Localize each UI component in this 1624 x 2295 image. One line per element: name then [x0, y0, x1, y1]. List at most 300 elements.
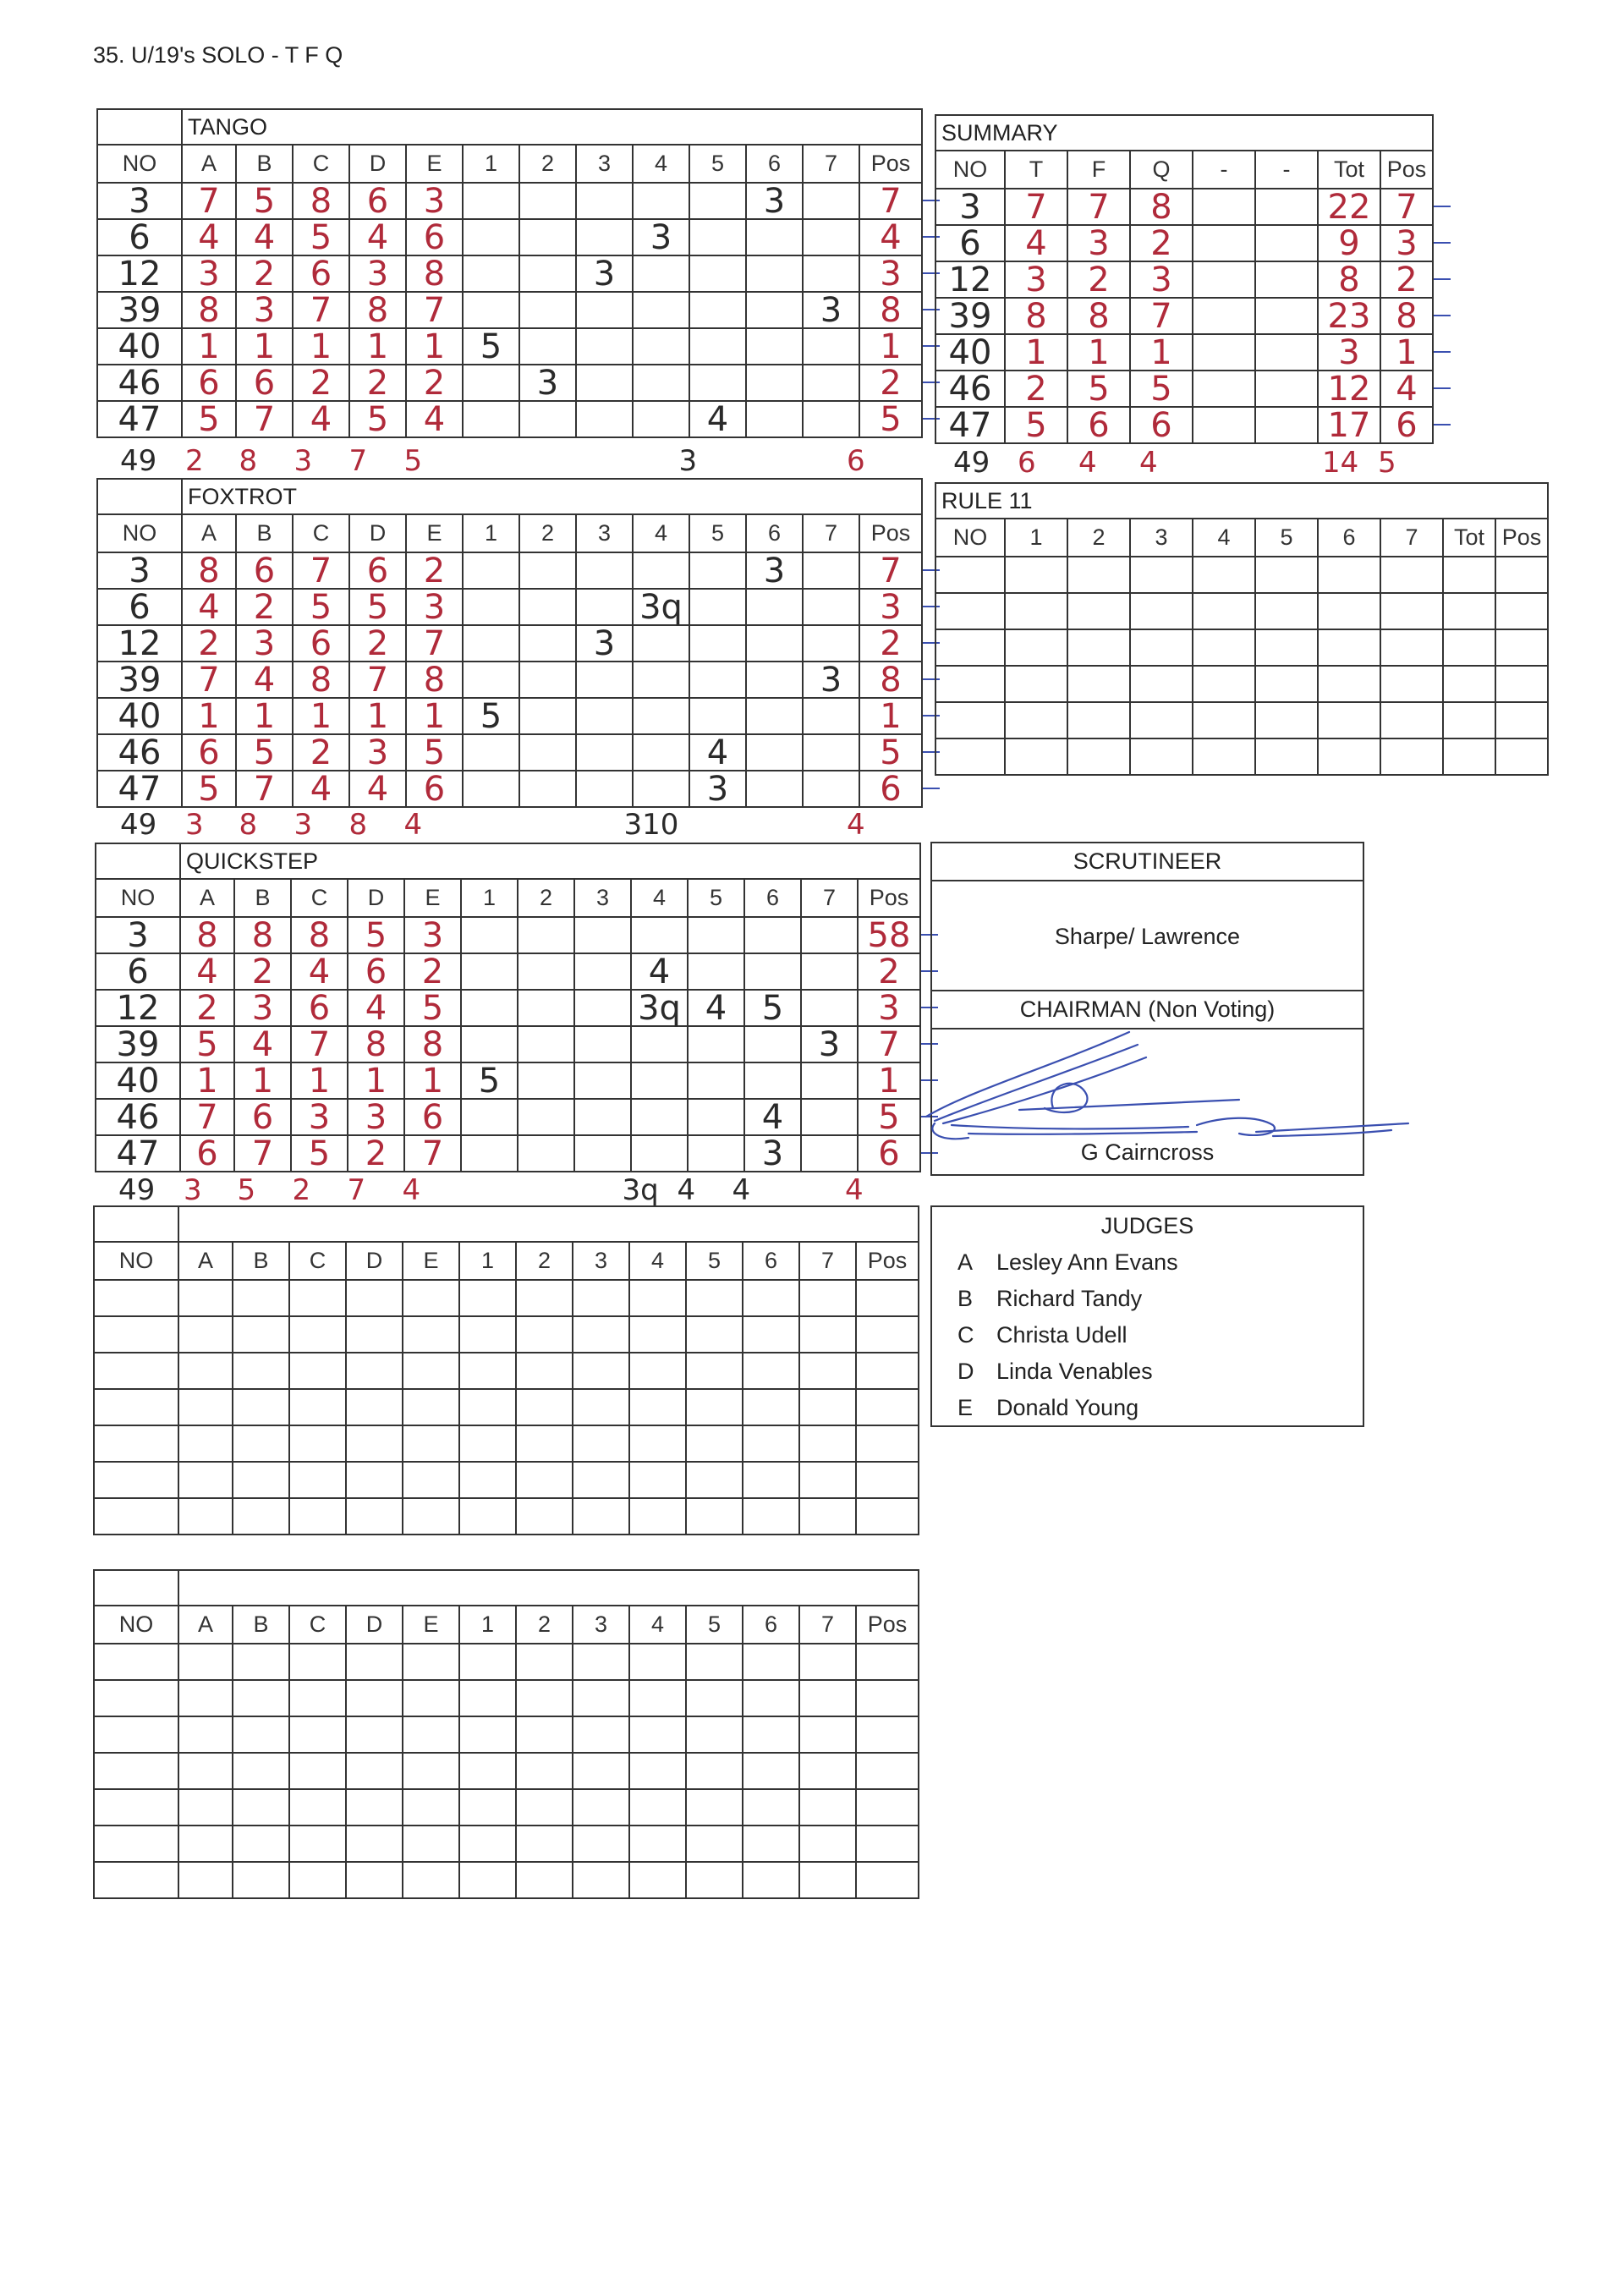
- table-row: [97, 662, 922, 698]
- foxtrot-cell-r4-c9: [633, 698, 689, 734]
- tango-cell-r5-c1-value: 6: [198, 363, 220, 403]
- foxtrot-cell-r0-c13-value: 7: [880, 551, 902, 590]
- rule11-header-4: 4: [1193, 519, 1255, 557]
- quickstep-cell-r2-c10-value: 4: [705, 988, 727, 1028]
- quickstep-header-3: 3: [574, 879, 631, 917]
- rule11-cell-r5-c1: [1005, 738, 1067, 775]
- quickstep-cell-r6-c1-value: 6: [196, 1134, 218, 1173]
- table-row: [97, 328, 922, 365]
- summary-cell-r6-c3: [1130, 407, 1193, 443]
- quickstep-cell-r0-c8: [574, 917, 631, 953]
- rule11-cell-r5-c6: [1318, 738, 1380, 775]
- blank2-cell-r3-c0: [94, 1753, 178, 1789]
- blank1-cell-r0-c4: [346, 1280, 403, 1316]
- blank1-cell-r1-c13: [856, 1316, 919, 1353]
- blank2-header-d: D: [346, 1606, 403, 1644]
- blank2-cell-r4-c8: [573, 1789, 629, 1826]
- tango-cell-r0-c12: [803, 183, 859, 219]
- rule11-cell-r5-c2: [1067, 738, 1130, 775]
- tango-cell-r1-c9: [633, 219, 689, 255]
- quickstep-cell-r3-c13-value: 7: [878, 1024, 900, 1064]
- rule11-header-6: 6: [1318, 519, 1380, 557]
- quickstep-cell-r5-c1: [180, 1099, 234, 1135]
- foxtrot-cell-r6-c4: [349, 771, 406, 807]
- quickstep-cell-r4-c7: [518, 1062, 574, 1099]
- foxtrot-cell-r6-c13: [859, 771, 922, 807]
- foxtrot-cell-r5-c2-value: 5: [253, 733, 276, 772]
- foxtrot-cell-r6-c3-value: 4: [310, 769, 332, 809]
- summary-cell-r1-c5: [1255, 225, 1318, 261]
- tango-cell-r1-c5: [406, 219, 463, 255]
- foxtrot-cell-r1-c0: [97, 589, 182, 625]
- blank1-cell-r6-c3: [289, 1498, 346, 1535]
- foxtrot-cell-r4-c0: [97, 698, 182, 734]
- foxtrot-cell-r0-c11-value: 3: [763, 551, 786, 590]
- rule11-cell-r5-c3: [1130, 738, 1193, 775]
- summary-cell-r4-c6-value: 3: [1338, 332, 1360, 372]
- tango-header-7: 7: [803, 145, 859, 183]
- quickstep-cell-r0-c2-value: 8: [251, 915, 274, 955]
- blank2-cell-r2-c7: [516, 1716, 573, 1753]
- foxtrot-cell-r6-c9: [633, 771, 689, 807]
- foxtrot-cell-r1-c2-value: 2: [253, 587, 276, 627]
- foxtrot-cell-r1-c12: [803, 589, 859, 625]
- rule11-header-7: 7: [1380, 519, 1443, 557]
- foxtrot-cell-r2-c5-value: 7: [423, 623, 446, 663]
- table-row: [94, 1862, 919, 1898]
- foxtrot-cell-r4-c3: [293, 698, 349, 734]
- foxtrot-cell-r6-c1: [182, 771, 236, 807]
- tango-header-d: D: [349, 145, 406, 183]
- tango-cell-r1-c3-value: 5: [310, 217, 332, 257]
- blank2-title-spacer: [94, 1570, 178, 1606]
- tango-cell-r5-c3-value: 2: [310, 363, 332, 403]
- blank2-cell-r0-c11: [743, 1644, 799, 1680]
- blank2-cell-r2-c4: [346, 1716, 403, 1753]
- tango-cell-r4-c3: [293, 328, 349, 365]
- summary-cell-r0-c4: [1193, 189, 1255, 225]
- blank2-cell-r1-c9: [629, 1680, 686, 1716]
- rule11-cell-r4-c2: [1067, 702, 1130, 738]
- summary-header-7: Pos: [1380, 151, 1433, 189]
- check-mark-icon: [1434, 387, 1451, 389]
- rule11-cell-r4-c6: [1318, 702, 1380, 738]
- summary-cell-r4-c3-value: 1: [1150, 332, 1172, 372]
- quickstep-cell-r6-c8: [574, 1135, 631, 1172]
- blank1-cell-r3-c2: [233, 1389, 289, 1425]
- tango-cell-r4-c6: [463, 328, 519, 365]
- blank1-cell-r0-c6: [459, 1280, 516, 1316]
- tango-cell-r2-c1-value: 3: [198, 254, 220, 294]
- foxtrot-cell-r3-c4: [349, 662, 406, 698]
- quickstep-extra-2: 5: [237, 1173, 256, 1207]
- foxtrot-cell-r2-c8-value: 3: [593, 623, 616, 663]
- quickstep-cell-r0-c9: [631, 917, 688, 953]
- quickstep-cell-r0-c4-value: 5: [365, 915, 387, 955]
- tango-cell-r3-c9: [633, 292, 689, 328]
- tango-cell-r2-c11: [746, 255, 803, 292]
- blank1-cell-r6-c2: [233, 1498, 289, 1535]
- quickstep-cell-r6-c2-value: 7: [251, 1134, 274, 1173]
- rule11-cell-r3-c4: [1193, 666, 1255, 702]
- quickstep-cell-r0-c0-value: 3: [127, 915, 149, 955]
- quickstep-cell-r4-c11: [744, 1062, 801, 1099]
- quickstep-cell-r5-c5: [404, 1099, 461, 1135]
- tango-cell-r4-c5-value: 1: [423, 327, 446, 366]
- quickstep-cell-r1-c2: [234, 953, 291, 990]
- quickstep-cell-r4-c12: [801, 1062, 858, 1099]
- tango-header-e: E: [406, 145, 463, 183]
- rule11-cell-r5-c9: [1495, 738, 1548, 775]
- tango-cell-r0-c4-value: 6: [366, 181, 389, 221]
- tango-cell-r6-c1-value: 5: [198, 399, 220, 439]
- quickstep-cell-r1-c1: [180, 953, 234, 990]
- rule11-cell-r0-c5: [1255, 557, 1318, 593]
- tango-cell-r0-c1: [182, 183, 236, 219]
- blank2-cell-r5-c6: [459, 1826, 516, 1862]
- quickstep-header-1: 1: [461, 879, 518, 917]
- tango-cell-r0-c1-value: 7: [198, 181, 220, 221]
- tango-cell-r3-c12: [803, 292, 859, 328]
- blank1-cell-r3-c8: [573, 1389, 629, 1425]
- quickstep-cell-r3-c1-value: 5: [196, 1024, 218, 1064]
- summary-cell-r1-c7: [1380, 225, 1433, 261]
- judges-list: [932, 1244, 1363, 1426]
- quickstep-cell-r2-c0: [96, 990, 180, 1026]
- blank2-cell-r3-c9: [629, 1753, 686, 1789]
- blank2-cell-r1-c7: [516, 1680, 573, 1716]
- tango-cell-r3-c7: [519, 292, 576, 328]
- quickstep-extra-1: 3: [184, 1173, 202, 1207]
- summary-cell-r3-c2-value: 8: [1088, 296, 1110, 336]
- quickstep-cell-r5-c4-value: 3: [365, 1097, 387, 1137]
- foxtrot-header-c: C: [293, 514, 349, 552]
- foxtrot-cell-r3-c1-value: 7: [198, 660, 220, 700]
- quickstep-header-a: A: [180, 879, 234, 917]
- blank1-cell-r0-c13: [856, 1280, 919, 1316]
- blank2-cell-r5-c3: [289, 1826, 346, 1862]
- summary-extra-row: [935, 448, 1442, 482]
- tango-header-4: 4: [633, 145, 689, 183]
- foxtrot-cell-r5-c3-value: 2: [310, 733, 332, 772]
- tango-cell-r0-c0: [97, 183, 182, 219]
- check-mark-icon: [1434, 424, 1451, 426]
- blank1-cell-r2-c4: [346, 1353, 403, 1389]
- blank1-cell-r2-c0: [94, 1353, 178, 1389]
- blank1-cell-r0-c12: [799, 1280, 856, 1316]
- blank2-cell-r2-c10: [686, 1716, 743, 1753]
- quickstep-header-2: 2: [518, 879, 574, 917]
- summary-cell-r3-c6-value: 23: [1327, 296, 1371, 336]
- tango-cell-r2-c1: [182, 255, 236, 292]
- tango-cell-r3-c1-value: 8: [198, 290, 220, 330]
- blank2-cell-r1-c10: [686, 1680, 743, 1716]
- foxtrot-cell-r5-c10: [689, 734, 746, 771]
- rule11-cell-r1-c6: [1318, 593, 1380, 629]
- foxtrot-cell-r0-c4: [349, 552, 406, 589]
- tango-header-1: 1: [463, 145, 519, 183]
- quickstep-cell-r6-c5: [404, 1135, 461, 1172]
- table-row: [935, 189, 1433, 225]
- summary-cell-r6-c6: [1318, 407, 1380, 443]
- quickstep-header-4: 4: [631, 879, 688, 917]
- summary-cell-r1-c3-value: 2: [1150, 223, 1172, 263]
- quickstep-cell-r0-c1-value: 8: [196, 915, 218, 955]
- foxtrot-cell-r4-c5-value: 1: [423, 696, 446, 736]
- blank1-cell-r6-c7: [516, 1498, 573, 1535]
- foxtrot-cell-r0-c8: [576, 552, 633, 589]
- rule11-cell-r4-c3: [1130, 702, 1193, 738]
- judge-name: Lesley Ann Evans: [996, 1249, 1178, 1275]
- foxtrot-header-7: 7: [803, 514, 859, 552]
- quickstep-header-d: D: [348, 879, 404, 917]
- summary-cell-r6-c6-value: 17: [1327, 405, 1371, 445]
- summary-cell-r0-c2-value: 7: [1088, 187, 1110, 227]
- tango-cell-r4-c11: [746, 328, 803, 365]
- blank2-cell-r4-c9: [629, 1789, 686, 1826]
- summary-cell-r3-c2: [1067, 298, 1130, 334]
- foxtrot-cell-r0-c1-value: 8: [198, 551, 220, 590]
- blank2-cell-r2-c9: [629, 1716, 686, 1753]
- check-mark-icon: [923, 788, 940, 789]
- blank1-cell-r2-c2: [233, 1353, 289, 1389]
- quickstep-cell-r2-c11: [744, 990, 801, 1026]
- foxtrot-cell-r3-c4-value: 7: [366, 660, 389, 700]
- tango-header-5: 5: [689, 145, 746, 183]
- foxtrot-cell-r5-c8: [576, 734, 633, 771]
- tango-cell-r3-c8: [576, 292, 633, 328]
- foxtrot-cell-r1-c5: [406, 589, 463, 625]
- quickstep-cell-r3-c0-value: 39: [116, 1024, 160, 1064]
- blank1-cell-r2-c9: [629, 1353, 686, 1389]
- blank2-cell-r1-c12: [799, 1680, 856, 1716]
- tango-cell-r1-c6: [463, 219, 519, 255]
- summary-cell-r5-c6-value: 12: [1327, 369, 1371, 409]
- foxtrot-cell-r3-c9: [633, 662, 689, 698]
- summary-cell-r6-c1-value: 5: [1025, 405, 1047, 445]
- blank1-cell-r4-c3: [289, 1425, 346, 1462]
- rule11-cell-r4-c0: [935, 702, 1005, 738]
- blank2-cell-r3-c7: [516, 1753, 573, 1789]
- table-row: [97, 625, 922, 662]
- blank2-cell-r5-c12: [799, 1826, 856, 1862]
- foxtrot-cell-r3-c13: [859, 662, 922, 698]
- rule11-cell-r2-c5: [1255, 629, 1318, 666]
- blank2-cell-r4-c13: [856, 1789, 919, 1826]
- summary-cell-r0-c0-value: 3: [959, 187, 981, 227]
- summary-cell-r4-c4: [1193, 334, 1255, 371]
- summary-cell-r3-c3: [1130, 298, 1193, 334]
- foxtrot-cell-r3-c3-value: 8: [310, 660, 332, 700]
- quickstep-cell-r0-c13-value: 58: [867, 915, 911, 955]
- tango-header-c: C: [293, 145, 349, 183]
- tango-cell-r3-c5: [406, 292, 463, 328]
- blank1-cell-r2-c5: [403, 1353, 459, 1389]
- quickstep-cell-r6-c9: [631, 1135, 688, 1172]
- blank1-cell-r2-c11: [743, 1353, 799, 1389]
- rule11-cell-r2-c1: [1005, 629, 1067, 666]
- blank1-cell-r1-c0: [94, 1316, 178, 1353]
- tango-cell-r0-c8: [576, 183, 633, 219]
- foxtrot-cell-r4-c7: [519, 698, 576, 734]
- quickstep-cell-r5-c8: [574, 1099, 631, 1135]
- foxtrot-cell-r6-c6: [463, 771, 519, 807]
- summary-header-6: Tot: [1318, 151, 1380, 189]
- summary-cell-r2-c7: [1380, 261, 1433, 298]
- rule11-header-1: 1: [1005, 519, 1067, 557]
- blank2-cell-r2-c6: [459, 1716, 516, 1753]
- table-row: [94, 1826, 919, 1862]
- foxtrot-cell-r2-c4-value: 2: [366, 623, 389, 663]
- foxtrot-cell-r1-c11: [746, 589, 803, 625]
- quickstep-cell-r2-c8: [574, 990, 631, 1026]
- quickstep-cell-r2-c4: [348, 990, 404, 1026]
- foxtrot-cell-r5-c1-value: 6: [198, 733, 220, 772]
- summary-cell-r6-c7-value: 6: [1396, 405, 1418, 445]
- blank2-cell-r5-c7: [516, 1826, 573, 1862]
- rule11-cell-r0-c3: [1130, 557, 1193, 593]
- tango-cell-r1-c5-value: 6: [423, 217, 446, 257]
- foxtrot-cell-r1-c8: [576, 589, 633, 625]
- tango-cell-r1-c2-value: 4: [253, 217, 276, 257]
- quickstep-extra-8: 4: [732, 1173, 751, 1207]
- table-row: [94, 1462, 919, 1498]
- summary-table: [935, 114, 1434, 444]
- foxtrot-cell-r3-c8: [576, 662, 633, 698]
- summary-cell-r3-c6: [1318, 298, 1380, 334]
- summary-cell-r0-c6-value: 22: [1327, 187, 1371, 227]
- summary-cell-r4-c5: [1255, 334, 1318, 371]
- foxtrot-cell-r4-c4: [349, 698, 406, 734]
- table-row: [94, 1425, 919, 1462]
- quickstep-cell-r1-c4: [348, 953, 404, 990]
- tango-cell-r0-c5: [406, 183, 463, 219]
- tango-cell-r2-c4: [349, 255, 406, 292]
- blank2-cell-r1-c4: [346, 1680, 403, 1716]
- blank1-cell-r3-c5: [403, 1389, 459, 1425]
- tango-cell-r1-c12: [803, 219, 859, 255]
- summary-cell-r4-c1-value: 1: [1025, 332, 1047, 372]
- blank2-cell-r5-c10: [686, 1826, 743, 1862]
- table-row: [935, 702, 1548, 738]
- tango-cell-r3-c3: [293, 292, 349, 328]
- tango-cell-r4-c4-value: 1: [366, 327, 389, 366]
- quickstep-cell-r4-c6: [461, 1062, 518, 1099]
- tango-cell-r4-c2-value: 1: [253, 327, 276, 366]
- quickstep-cell-r3-c8: [574, 1026, 631, 1062]
- blank1-cell-r3-c6: [459, 1389, 516, 1425]
- table-row: [97, 734, 922, 771]
- tango-cell-r1-c3: [293, 219, 349, 255]
- blank2-cell-r0-c4: [346, 1644, 403, 1680]
- summary-cell-r4-c3: [1130, 334, 1193, 371]
- summary-title: SUMMARY: [935, 115, 1433, 151]
- summary-cell-r1-c4: [1193, 225, 1255, 261]
- rule11-cell-r0-c4: [1193, 557, 1255, 593]
- blank2-cell-r5-c2: [233, 1826, 289, 1862]
- summary-cell-r2-c6: [1318, 261, 1380, 298]
- summary-cell-r5-c0-value: 46: [948, 369, 992, 409]
- blank1-cell-r2-c13: [856, 1353, 919, 1389]
- foxtrot-cell-r2-c3-value: 6: [310, 623, 332, 663]
- foxtrot-cell-r0-c2-value: 6: [253, 551, 276, 590]
- tango-cell-r1-c1: [182, 219, 236, 255]
- foxtrot-cell-r0-c5: [406, 552, 463, 589]
- blank2-cell-r2-c2: [233, 1716, 289, 1753]
- quickstep-extra-0: 49: [118, 1173, 156, 1207]
- tango-cell-r5-c4-value: 2: [366, 363, 389, 403]
- foxtrot-cell-r0-c5-value: 2: [423, 551, 446, 590]
- rule11-header-0: NO: [935, 519, 1005, 557]
- rule11-cell-r1-c3: [1130, 593, 1193, 629]
- tango-header-a: A: [182, 145, 236, 183]
- summary-cell-r0-c0: [935, 189, 1005, 225]
- rule11-header-3: 3: [1130, 519, 1193, 557]
- tango-cell-r0-c3: [293, 183, 349, 219]
- rule11-cell-r1-c2: [1067, 593, 1130, 629]
- quickstep-extra-row: [95, 1173, 907, 1210]
- foxtrot-header-e: E: [406, 514, 463, 552]
- blank2-cell-r5-c5: [403, 1826, 459, 1862]
- summary-cell-r2-c7-value: 2: [1396, 260, 1418, 299]
- blank2-header-2: 2: [516, 1606, 573, 1644]
- tango-header-3: 3: [576, 145, 633, 183]
- summary-cell-r3-c0: [935, 298, 1005, 334]
- tango-cell-r2-c12: [803, 255, 859, 292]
- tango-cell-r4-c2: [236, 328, 293, 365]
- blank2-cell-r3-c5: [403, 1753, 459, 1789]
- summary-cell-r6-c1: [1005, 407, 1067, 443]
- blank1-cell-r0-c8: [573, 1280, 629, 1316]
- summary-cell-r3-c1-value: 8: [1025, 296, 1047, 336]
- blank2-cell-r0-c10: [686, 1644, 743, 1680]
- foxtrot-cell-r4-c2-value: 1: [253, 696, 276, 736]
- tango-cell-r5-c12: [803, 365, 859, 401]
- quickstep-cell-r6-c13-value: 6: [878, 1134, 900, 1173]
- foxtrot-cell-r0-c2: [236, 552, 293, 589]
- tango-cell-r4-c4: [349, 328, 406, 365]
- table-row: [94, 1280, 919, 1316]
- tango-cell-r6-c3-value: 4: [310, 399, 332, 439]
- rule11-cell-r2-c8: [1443, 629, 1495, 666]
- foxtrot-header-5: 5: [689, 514, 746, 552]
- quickstep-extra-4: 7: [347, 1173, 366, 1207]
- summary-cell-r2-c5: [1255, 261, 1318, 298]
- foxtrot-header-no: NO: [97, 514, 182, 552]
- summary-cell-r5-c6: [1318, 371, 1380, 407]
- blank2-cell-r0-c9: [629, 1644, 686, 1680]
- tango-cell-r6-c13: [859, 401, 922, 437]
- blank2-cell-r4-c11: [743, 1789, 799, 1826]
- blank1-cell-r3-c13: [856, 1389, 919, 1425]
- summary-cell-r1-c3: [1130, 225, 1193, 261]
- blank2-cell-r6-c0: [94, 1862, 178, 1898]
- tango-cell-r3-c2: [236, 292, 293, 328]
- quickstep-cell-r0-c0: [96, 917, 180, 953]
- foxtrot-cell-r3-c0: [97, 662, 182, 698]
- foxtrot-cell-r4-c3-value: 1: [310, 696, 332, 736]
- quickstep-cell-r0-c13: [858, 917, 920, 953]
- blank1-cell-r5-c2: [233, 1462, 289, 1498]
- quickstep-cell-r1-c13-value: 2: [878, 952, 900, 991]
- foxtrot-header-1: 1: [463, 514, 519, 552]
- quickstep-cell-r6-c0-value: 47: [116, 1134, 160, 1173]
- judge-letter: A: [957, 1249, 974, 1275]
- rule11-cell-r2-c9: [1495, 629, 1548, 666]
- blank1-cell-r5-c10: [686, 1462, 743, 1498]
- check-mark-icon: [1434, 206, 1451, 207]
- judge-item: [932, 1244, 1363, 1281]
